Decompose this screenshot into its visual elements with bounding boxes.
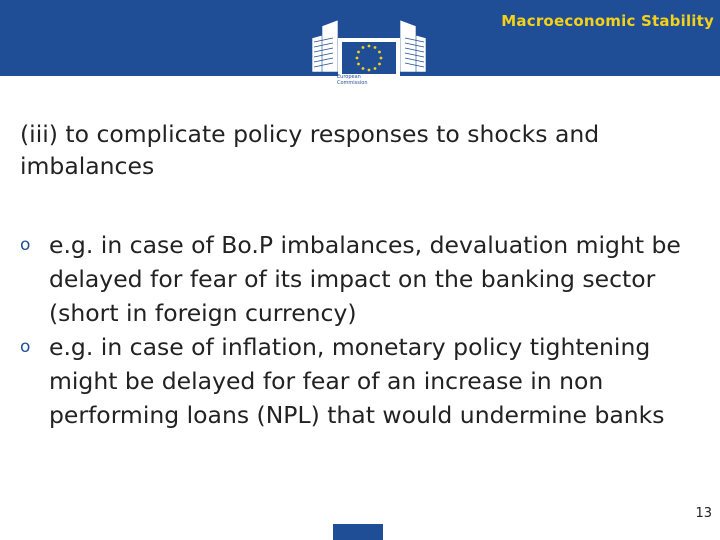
logo-caption: European Commission — [337, 74, 368, 86]
bullet-list — [20, 228, 710, 432]
bullet-marker-icon: o — [20, 337, 31, 357]
bullet-text: e.g. in case of inflation, monetary policy tightening might be delayed for fear of an increase in non performing loans (NPL) that would undermine banks — [49, 333, 665, 429]
page-number: 13 — [695, 506, 712, 521]
european-commission-logo — [308, 16, 430, 100]
bullet-item — [20, 228, 710, 330]
bullet-text: e.g. in case of Bo.P imbalances, devaluation might be delayed for fear of its impact on the banking sector (short in foreign currency) — [49, 231, 681, 327]
slide-heading: (iii) to complicate policy responses to shocks and imbalances — [20, 120, 600, 180]
bullet-marker-icon: o — [20, 235, 31, 255]
bullet-item — [20, 330, 710, 432]
footer-bar — [333, 524, 383, 540]
header-section-label: Macroeconomic Stability — [501, 12, 714, 30]
